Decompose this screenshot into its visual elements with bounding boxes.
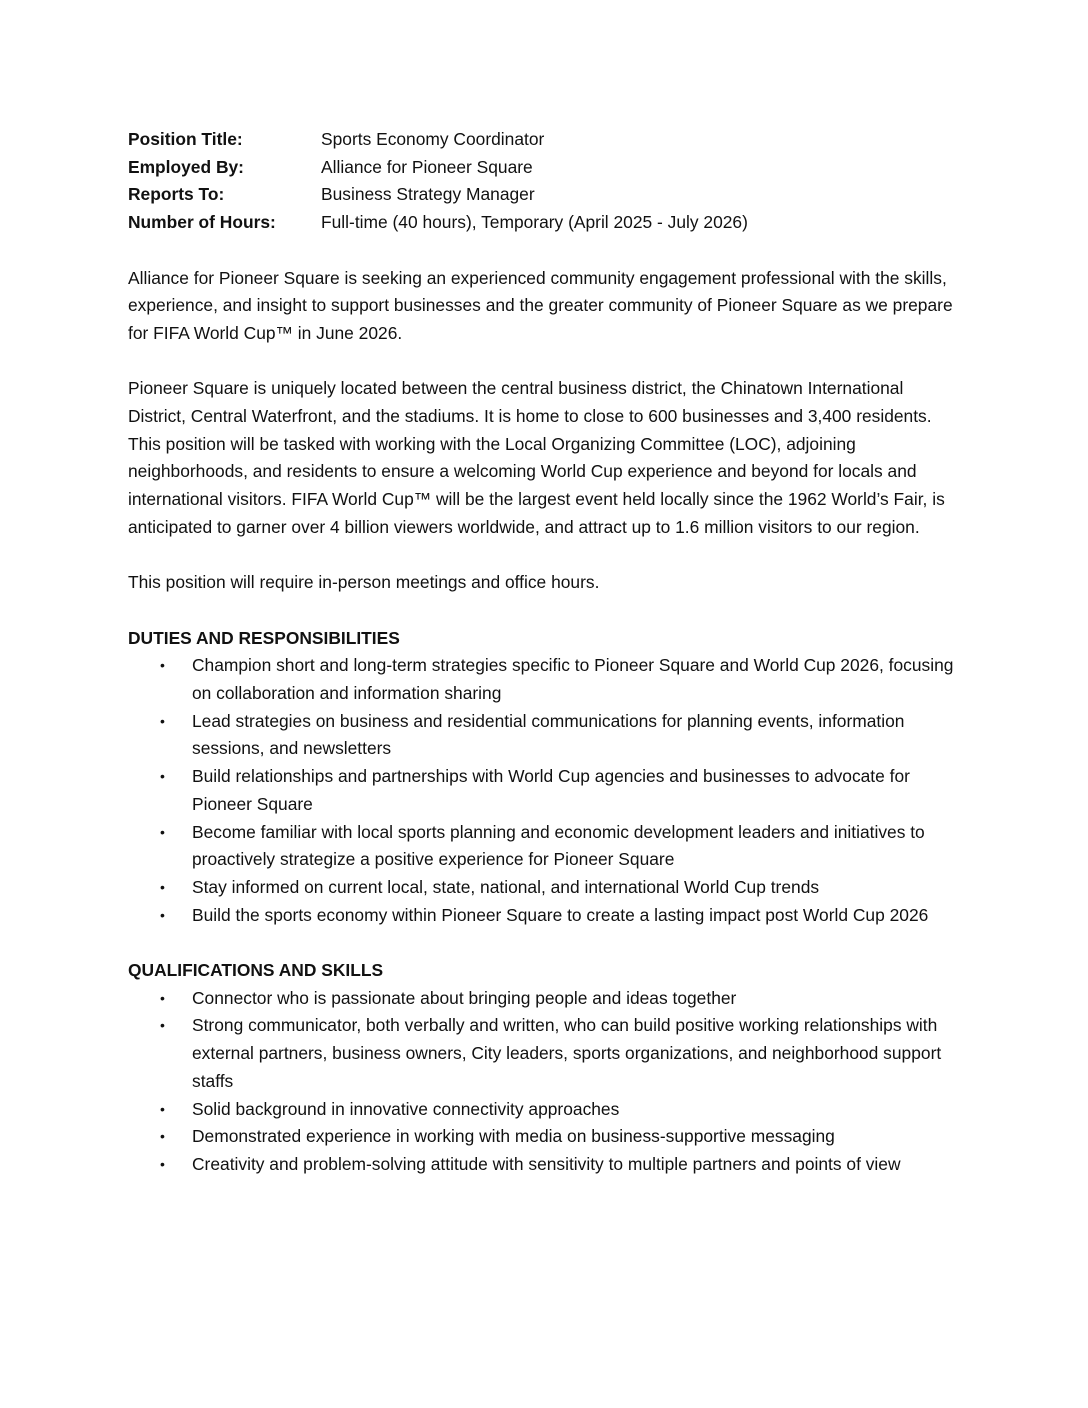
employed-by-label: Employed By:	[128, 156, 244, 177]
list-item	[128, 874, 958, 902]
bullet-icon: •	[160, 989, 165, 1006]
list-item-text: Solid background in innovative connectivity approaches	[192, 1098, 620, 1119]
list-item-text: Stay informed on current local, state, national, and international World Cup trends	[192, 876, 820, 897]
list-item	[128, 1123, 958, 1151]
document-page	[128, 126, 958, 1179]
list-item-text: Demonstrated experience in working with media on business-supportive messaging	[192, 1126, 835, 1147]
duties-heading: DUTIES AND RESPONSIBILITIES	[128, 627, 400, 648]
intro-paragraph-1: Alliance for Pioneer Square is seeking an experienced community engagement professional with the skills, experience, and insight to support businesses and the greater community of Pioneer Square as we prepare for FIFA World Cup™ in June 2026.	[128, 267, 953, 343]
list-item-text: Connector who is passionate about bringing people and ideas together	[192, 987, 737, 1008]
list-item-text: Build relationships and partnerships with World Cup agencies and businesses to advocate for Pioneer Square	[192, 766, 910, 814]
number-of-hours-row	[128, 209, 958, 237]
list-item	[128, 652, 958, 707]
bullet-icon: •	[160, 878, 165, 895]
list-item	[128, 1012, 958, 1095]
intro-paragraph-3: This position will require in-person meetings and office hours.	[128, 572, 600, 593]
number-of-hours-label: Number of Hours:	[128, 212, 276, 233]
bullet-icon: •	[160, 1100, 165, 1117]
list-item-text: Creativity and problem-solving attitude with sensitivity to multiple partners and points of view	[192, 1153, 901, 1174]
number-of-hours-value: Full-time (40 hours), Temporary (April 2025 - July 2026)	[321, 212, 748, 233]
bullet-icon: •	[160, 768, 165, 785]
reports-to-row	[128, 181, 958, 209]
employed-by-value: Alliance for Pioneer Square	[321, 156, 533, 177]
list-item-text: Champion short and long-term strategies specific to Pioneer Square and World Cup 2026, focusing on collaboration and information sharing	[192, 655, 954, 703]
reports-to-value: Business Strategy Manager	[321, 184, 535, 205]
list-item	[128, 819, 958, 874]
bullet-icon: •	[160, 1017, 165, 1034]
list-item	[128, 708, 958, 763]
position-details	[128, 126, 958, 237]
bullet-icon: •	[160, 1155, 165, 1172]
list-item	[128, 902, 958, 930]
list-item-text: Lead strategies on business and residential communications for planning events, information sessions, and newsletters	[192, 710, 905, 759]
employed-by-row	[128, 154, 958, 182]
bullet-icon: •	[160, 657, 165, 674]
bullet-icon: •	[160, 1128, 165, 1145]
bullet-icon: •	[160, 906, 165, 923]
intro-paragraph-2: Pioneer Square is uniquely located between the central business district, the Chinatown International District, Central Waterfront, and the stadiums. It is home to close to 600 businesses and 3,400 residents. This position will be tasked with working with the Local Organizing Committee (LOC), adjoining neighborhoods, and residents to ensure a welcoming World Cup experience and beyond for locals and international visitors. FIFA World Cup™ will be the largest event held locally since the 1962 World’s Fair, is anticipated to garner over 4 billion viewers worldwide, and attract up to 1.6 million visitors to our region.	[128, 378, 945, 537]
bullet-icon: •	[160, 712, 165, 729]
reports-to-label: Reports To:	[128, 184, 225, 205]
duties-list	[128, 652, 958, 929]
position-title-label: Position Title:	[128, 129, 243, 149]
position-title-row	[128, 126, 958, 154]
list-item-text: Build the sports economy within Pioneer Square to create a lasting impact post World Cup 2026	[192, 904, 929, 925]
list-item-text: Become familiar with local sports planning and economic development leaders and initiatives to proactively strategize a positive experience for Pioneer Square	[192, 821, 925, 870]
list-item	[128, 763, 958, 818]
qualifications-list	[128, 985, 958, 1179]
bullet-icon: •	[160, 823, 165, 840]
list-item	[128, 1151, 958, 1179]
list-item	[128, 1096, 958, 1124]
list-item-text: Strong communicator, both verbally and written, who can build positive working relationships with external partners, business owners, City leaders, sports organizations, and neighborhood support staffs	[192, 1015, 942, 1091]
qualifications-heading: QUALIFICATIONS AND SKILLS	[128, 960, 384, 981]
list-item	[128, 985, 958, 1013]
position-title-value: Sports Economy Coordinator	[321, 129, 545, 149]
